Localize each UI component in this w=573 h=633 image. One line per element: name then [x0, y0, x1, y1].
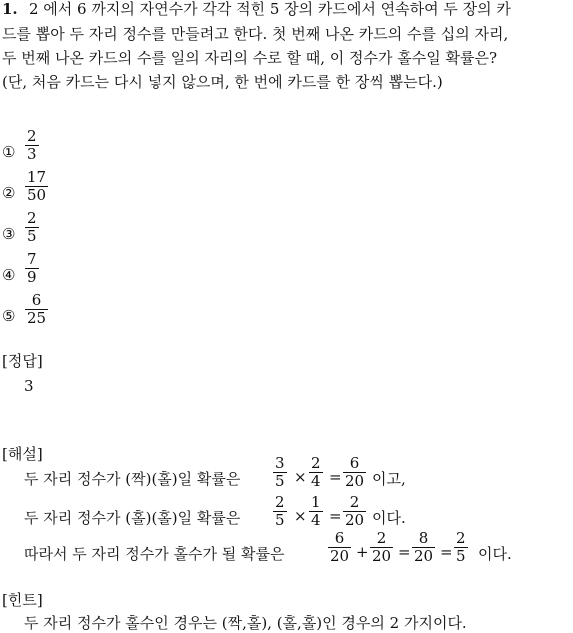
- plus-symbol: +: [356, 543, 369, 561]
- fraction: [273, 494, 287, 529]
- equals-symbol: =: [398, 543, 411, 561]
- fraction: [273, 455, 287, 490]
- denominator: 3: [27, 145, 37, 163]
- choice-fraction: [25, 292, 48, 327]
- denominator: 20: [330, 547, 350, 565]
- numerator: 1: [311, 493, 321, 511]
- denominator: 5: [27, 227, 37, 245]
- denominator: 5: [456, 547, 466, 565]
- choice-marker: ②: [2, 184, 16, 202]
- denominator: 4: [311, 472, 321, 490]
- choice-marker: ⑤: [2, 307, 16, 325]
- answer-value: 3: [24, 377, 34, 395]
- numerator: 3: [275, 454, 285, 472]
- numerator: 7: [27, 250, 37, 268]
- choice-fraction: [25, 210, 39, 245]
- times-symbol: ×: [294, 507, 307, 525]
- equals-symbol: =: [440, 543, 453, 561]
- fraction: [328, 530, 351, 565]
- denominator: 20: [345, 511, 365, 529]
- denominator: 20: [414, 547, 434, 565]
- answer-label: [정답]: [2, 352, 43, 370]
- problem-line-4: (단, 처음 카드는 다시 넣지 않으며, 한 번에 카드를 한 장씩 뽑는다.): [2, 73, 443, 91]
- times-symbol: ×: [294, 468, 307, 486]
- fraction: [343, 494, 366, 529]
- numerator: 6: [31, 291, 42, 309]
- solution-text: 두 자리 정수가 (짝)(홀)일 확률은: [24, 470, 241, 488]
- numerator: 2: [456, 529, 466, 547]
- solution-text: 두 자리 정수가 (홀)(홀)일 확률은: [24, 509, 241, 527]
- choice-fraction: [25, 169, 48, 204]
- problem-line-2: 드를 뽑아 두 자리 정수를 만들려고 한다. 첫 번째 나온 카드의 수를 십의 자리,: [2, 25, 509, 43]
- hint-label: [힌트]: [2, 591, 43, 609]
- numerator: 6: [334, 529, 345, 547]
- numerator: 6: [349, 454, 360, 472]
- denominator: 50: [27, 186, 47, 204]
- fraction: [454, 530, 468, 565]
- equals-symbol: =: [329, 507, 342, 525]
- choice-fraction: [25, 251, 39, 286]
- problem-line-1: 2 에서 6 까지의 자연수가 각각 적힌 5 장의 카드에서 연속하여 두 장의 카: [29, 0, 511, 18]
- problem-line-3: 두 번째 나온 카드의 수를 일의 자리의 수로 할 때, 이 정수가 홀수일 확률은?: [2, 49, 498, 67]
- choice-marker: ③: [2, 225, 16, 243]
- denominator: 9: [27, 268, 37, 286]
- hint-text: 두 자리 정수가 홀수인 경우는 (짝,홀), (홀,홀)인 경우의 2 가지이다.: [24, 614, 467, 632]
- fraction: [370, 530, 393, 565]
- numerator: 2: [275, 493, 285, 511]
- solution-text: 이다.: [478, 545, 512, 563]
- problem-number: 1.: [2, 0, 18, 18]
- denominator: 25: [27, 309, 47, 327]
- numerator: 17: [27, 168, 47, 186]
- numerator: 2: [27, 127, 37, 145]
- choice-marker: ④: [2, 266, 16, 284]
- denominator: 20: [345, 472, 365, 490]
- denominator: 5: [275, 472, 285, 490]
- fraction: [412, 530, 435, 565]
- denominator: 4: [311, 511, 321, 529]
- numerator: 2: [311, 454, 321, 472]
- choice-marker: ①: [2, 143, 16, 161]
- fraction: [309, 455, 323, 490]
- choice-fraction: [25, 128, 39, 163]
- solution-label: [해설]: [2, 445, 43, 463]
- solution-text: 이고,: [372, 470, 406, 488]
- solution-text: 따라서 두 자리 정수가 홀수가 될 확률은: [24, 545, 285, 563]
- denominator: 5: [275, 511, 285, 529]
- numerator: 2: [349, 493, 360, 511]
- numerator: 8: [418, 529, 429, 547]
- denominator: 20: [372, 547, 392, 565]
- fraction: [343, 455, 366, 490]
- equals-symbol: =: [329, 468, 342, 486]
- numerator: 2: [27, 209, 37, 227]
- solution-text: 이다.: [372, 509, 406, 527]
- numerator: 2: [376, 529, 387, 547]
- fraction: [309, 494, 323, 529]
